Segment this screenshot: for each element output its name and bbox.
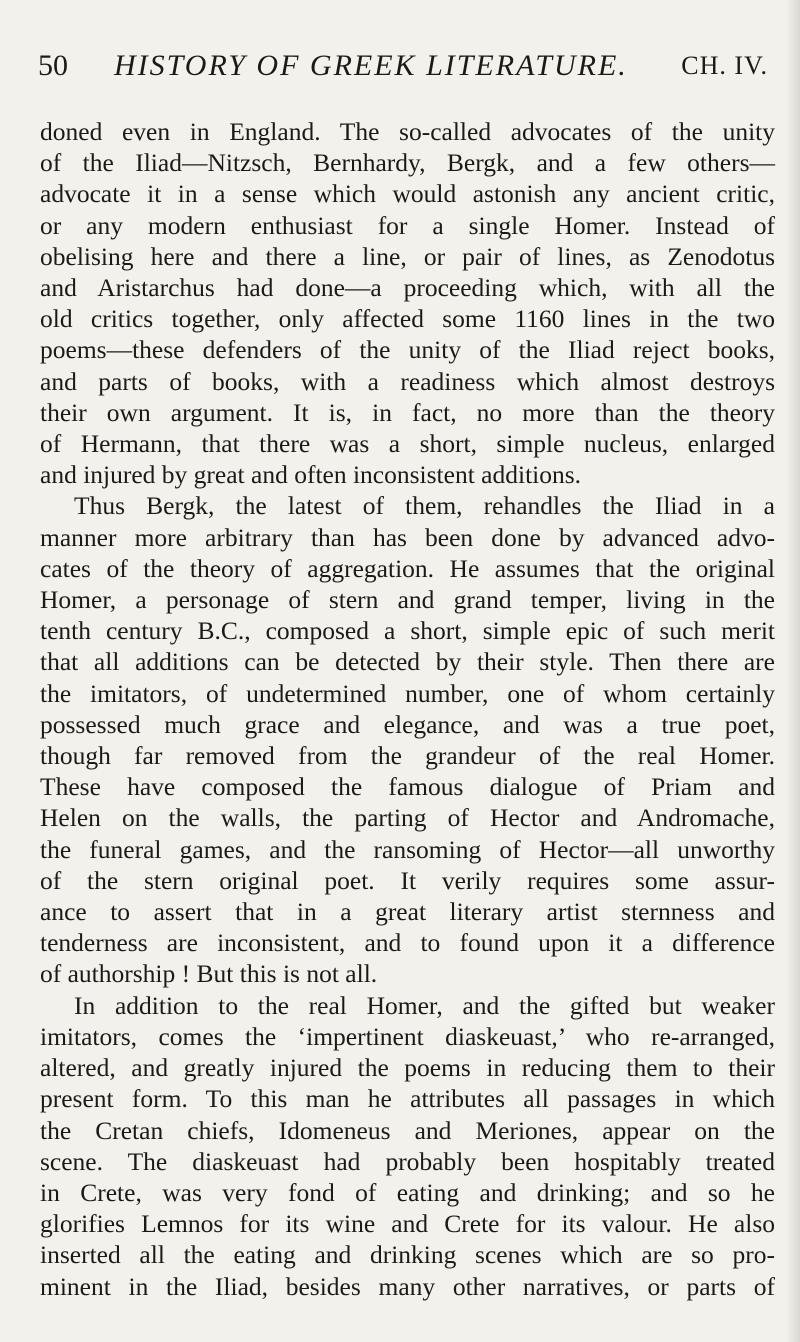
text-line: the funeral games, and the ransoming of Hector—all unworthy <box>40 834 775 864</box>
text-line: of authorship ! But this is not all. <box>40 959 378 989</box>
text-line: minent in the Iliad, besides many other narratives, or parts of <box>40 1271 775 1301</box>
text-line: tenderness are inconsistent, and to found upon it a difference <box>40 928 775 958</box>
text-line: Homer, a personage of stern and grand temper, living in the <box>40 585 775 615</box>
text-line: These have composed the famous dialogue of Priam and <box>40 772 775 802</box>
text-line: obelising here and there a line, or pair of lines, as Zenodotus <box>40 241 775 271</box>
text-line: and Aristarchus had done—a proceeding which, with all the <box>40 273 775 303</box>
text-line: altered, and greatly injured the poems in reducing them to their <box>40 1053 775 1083</box>
text-line: or any modern enthusiast for a single Homer. Instead of <box>40 210 775 240</box>
text-line: though far removed from the grandeur of the real Homer. <box>40 741 775 771</box>
text-line: advocate it in a sense which would astonish any ancient critic, <box>40 179 775 209</box>
text-line: of Hermann, that there was a short, simple nucleus, enlarged <box>40 429 775 459</box>
text-line: present form. To this man he attributes all passages in which <box>40 1084 775 1114</box>
text-line: the Cretan chiefs, Idomeneus and Meriones, appear on the <box>40 1115 775 1145</box>
text-line: Helen on the walls, the parting of Hector and Andromache, <box>40 803 775 833</box>
text-line: manner more arbitrary than has been done by advanced advo- <box>40 522 775 552</box>
text-line: doned even in England. The so-called advocates of the unity <box>40 117 775 146</box>
text-line: scene. The diaskeuast had probably been hospitably treated <box>40 1146 775 1176</box>
body-text <box>40 116 775 1302</box>
page-number: 50 <box>38 49 68 82</box>
text-line: and parts of books, with a readiness which almost destroys <box>40 366 775 396</box>
text-line: of the Iliad—Nitzsch, Bernhardy, Bergk, and a few others— <box>40 148 775 178</box>
text-line: imitators, comes the ‘impertinent diaskeuast,’ who re-arranged, <box>40 1021 775 1051</box>
text-line: ance to assert that in a great literary artist sternness and <box>40 897 775 927</box>
text-line: possessed much grace and elegance, and was a true poet, <box>40 709 775 739</box>
paragraph <box>40 990 775 1302</box>
text-line: cates of the theory of aggregation. He assumes that the original <box>40 553 775 583</box>
text-line: old critics together, only affected some 1160 lines in the two <box>40 304 775 334</box>
text-line: and injured by great and often inconsistent additions. <box>40 460 582 490</box>
text-line: In addition to the real Homer, and the gifted but weaker <box>74 990 775 1020</box>
paragraph <box>40 116 775 490</box>
page-header <box>38 46 768 86</box>
text-line: the imitators, of undetermined number, one of whom certainly <box>40 678 775 708</box>
paragraph <box>40 490 775 989</box>
text-line: tenth century B.C., composed a short, simple epic of such merit <box>40 616 775 646</box>
running-title: HISTORY OF GREEK LITERATURE. <box>114 49 628 82</box>
text-line: that all additions can be detected by their style. Then there are <box>40 647 775 677</box>
text-line: poems—these defenders of the unity of the Iliad reject books, <box>40 335 775 365</box>
page-edge-shadow <box>786 0 800 1342</box>
text-line: their own argument. It is, in fact, no more than the theory <box>40 397 775 427</box>
chapter-label: CH. IV. <box>681 51 768 80</box>
text-line: Thus Bergk, the latest of them, rehandles the Iliad in a <box>74 491 775 521</box>
text-line: in Crete, was very fond of eating and drinking; and so he <box>40 1177 775 1207</box>
text-line: of the stern original poet. It verily requires some assur- <box>40 865 775 895</box>
text-line: glorifies Lemnos for its wine and Crete for its valour. He also <box>40 1209 775 1239</box>
text-line: inserted all the eating and drinking scenes which are so pro- <box>40 1240 775 1270</box>
